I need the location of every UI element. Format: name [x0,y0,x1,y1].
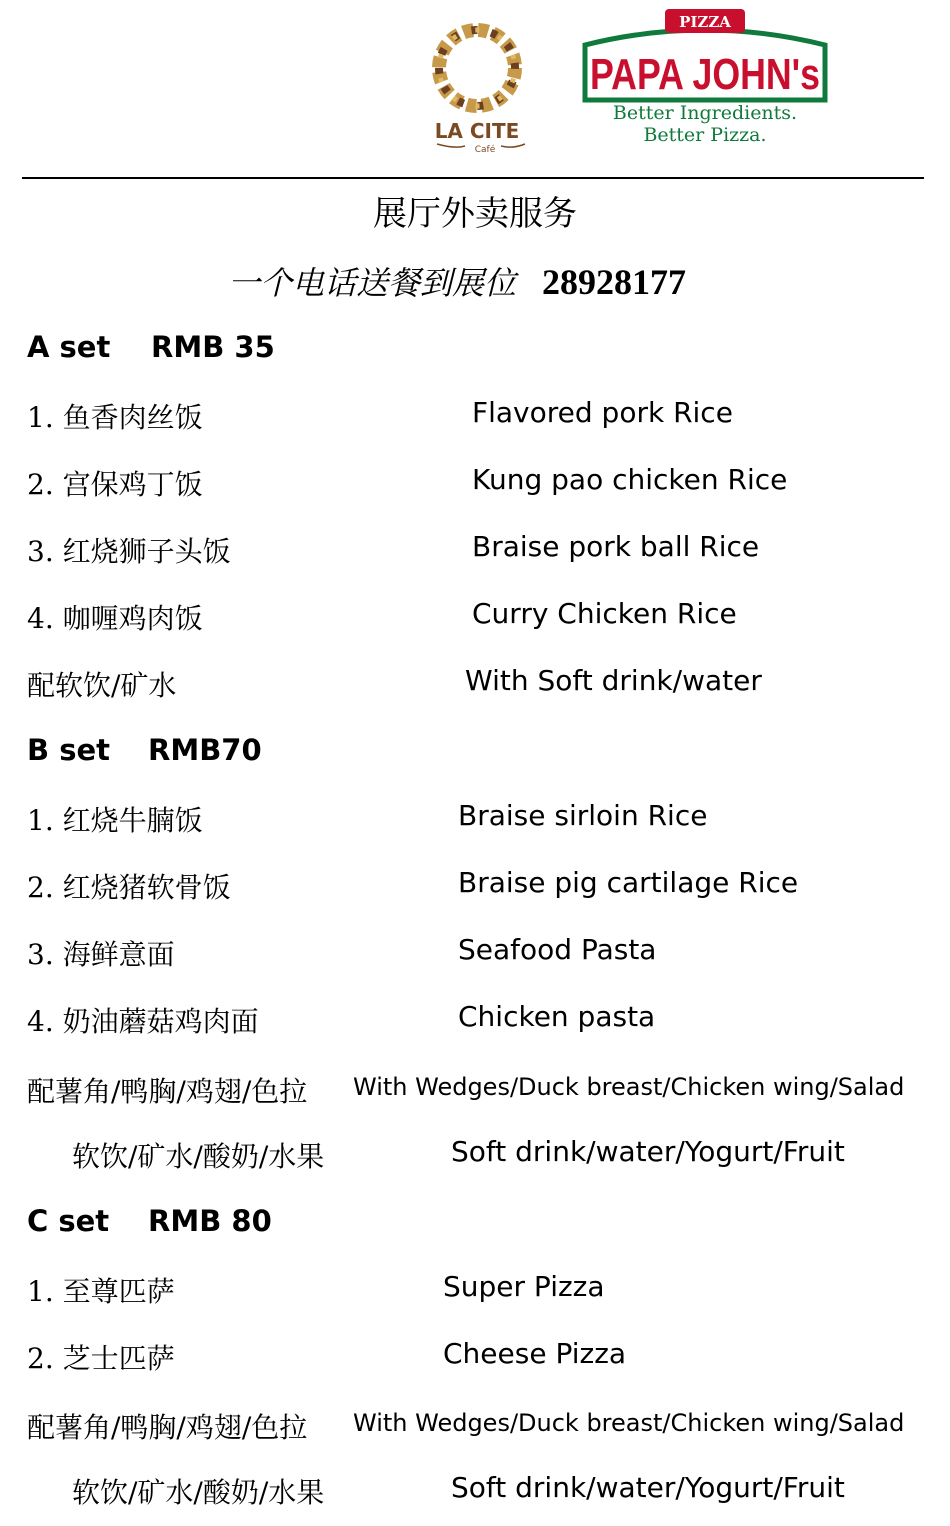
page-title: 展厅外卖服务 [373,194,577,234]
list-item [0,1000,950,1040]
set-a-heading [27,330,275,364]
phone-text: 一个电话送餐到展位 [228,264,517,302]
set-a-name: A set [27,330,111,364]
papa-slogan-1: Better Ingredients. [612,102,798,124]
item-en: Kung pao chicken Rice [472,463,788,496]
extra-en: With Soft drink/water [465,664,762,697]
item-zh: 1. 红烧牛腩饭 [27,804,203,837]
la-cite-sub: Café [474,145,496,155]
item-en: Braise pork ball Rice [472,530,760,563]
item-en: Flavored pork Rice [472,396,733,429]
phone-number: 28928177 [542,262,687,302]
papa-name-text: PAPA JOHN's [590,50,820,99]
papa-johns-logo [575,5,835,155]
list-item [0,1135,950,1175]
item-zh: 4. 咖喱鸡肉饭 [27,602,203,635]
item-zh: 2. 宫保鸡丁饭 [27,468,203,501]
list-item [0,866,950,906]
extra-en: With Wedges/Duck breast/Chicken wing/Salad [353,1073,905,1101]
set-a-price: RMB 35 [151,330,275,364]
extra-zh: 配软饮/矿水 [27,669,177,702]
extra-zh: 软饮/矿水/酸奶/水果 [72,1140,325,1173]
list-item [0,1406,950,1446]
item-zh: 4. 奶油蘑菇鸡肉面 [27,1005,259,1038]
item-en: Chicken pasta [458,1000,656,1033]
phone-line [228,258,686,304]
item-en: Braise sirloin Rice [458,799,708,832]
list-item [0,1471,950,1511]
set-c-price: RMB 80 [148,1204,272,1238]
list-item [0,597,950,637]
item-en: Curry Chicken Rice [472,597,737,630]
item-zh: 3. 红烧狮子头饭 [27,535,231,568]
item-zh: 2. 芝士匹萨 [27,1342,175,1375]
list-item [0,664,950,704]
item-zh: 1. 鱼香肉丝饭 [27,401,203,434]
extra-en: Soft drink/water/Yogurt/Fruit [451,1135,845,1168]
set-c-heading [27,1204,272,1238]
set-b-price: RMB70 [148,733,262,767]
header-divider [22,177,924,179]
extra-zh: 软饮/矿水/酸奶/水果 [72,1476,325,1509]
logo-area [405,0,845,172]
item-zh: 1. 至尊匹萨 [27,1275,175,1308]
la-cite-text: LA CITE [434,119,520,143]
papa-slogan-2: Better Pizza. [643,124,767,146]
set-c-name: C set [27,1204,110,1238]
extra-en: With Wedges/Duck breast/Chicken wing/Salad [353,1409,905,1437]
extra-zh: 配薯角/鸭胸/鸡翅/色拉 [27,1411,308,1444]
item-en: Braise pig cartilage Rice [458,866,799,899]
extra-en: Soft drink/water/Yogurt/Fruit [451,1471,845,1504]
list-item [0,1270,950,1310]
item-en: Cheese Pizza [443,1337,627,1370]
list-item [0,463,950,503]
set-b-heading [27,733,262,767]
list-item [0,1337,950,1377]
extra-zh: 配薯角/鸭胸/鸡翅/色拉 [27,1075,308,1108]
item-en: Seafood Pasta [458,933,657,966]
list-item [0,933,950,973]
item-zh: 2. 红烧猪软骨饭 [27,871,231,904]
list-item [0,1070,950,1110]
item-zh: 3. 海鲜意面 [27,938,175,971]
list-item [0,799,950,839]
list-item [0,396,950,436]
list-item [0,530,950,570]
set-b-name: B set [27,733,110,767]
papa-top-text: PIZZA [679,13,731,31]
item-en: Super Pizza [443,1270,605,1303]
la-cite-cafe-logo [415,8,535,158]
